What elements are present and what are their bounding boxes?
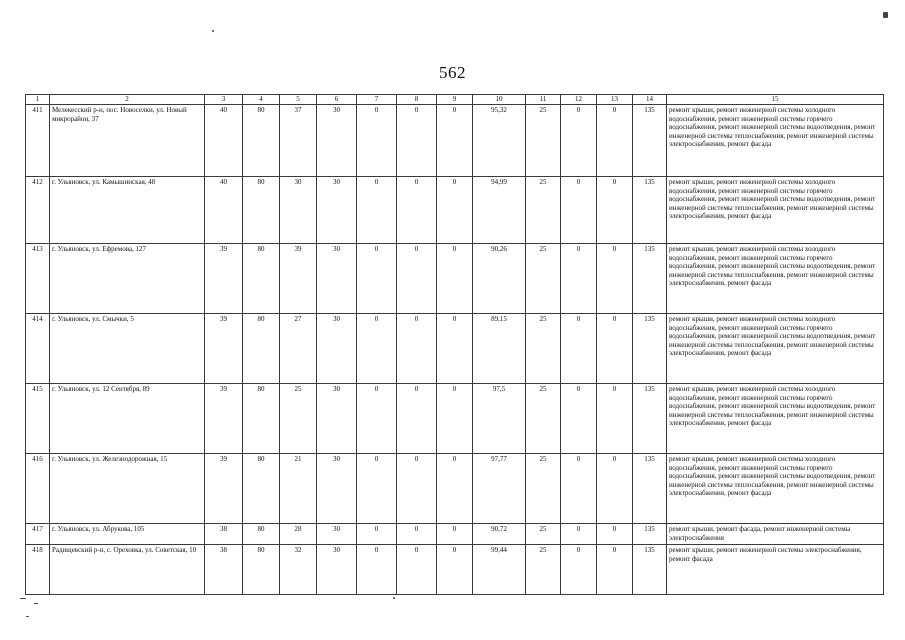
- value-cell: 39: [205, 314, 243, 384]
- value-cell: 0: [357, 105, 397, 177]
- works-cell: ремонт крыши, ремонт инженерной системы электроснабжения, ремонт фасада: [667, 545, 884, 595]
- value-cell: 80: [243, 244, 280, 314]
- works-cell: ремонт крыши, ремонт инженерной системы холодного водоснабжения, ремонт инженерной системы горячего водоснабжения, ремонт инженерной системы водоотведения, ремонт инженерной системы теплоснабжения, ремонт инженерной системы электроснабжения, ремонт фасада: [667, 105, 884, 177]
- column-header: 9: [437, 95, 473, 105]
- value-cell: 135: [633, 545, 667, 595]
- value-cell: 80: [243, 454, 280, 524]
- value-cell: 0: [437, 244, 473, 314]
- value-cell: 0: [397, 545, 437, 595]
- value-cell: 0: [397, 314, 437, 384]
- value-cell: 30: [317, 545, 357, 595]
- value-cell: 0: [357, 244, 397, 314]
- row-number: 416: [26, 454, 50, 524]
- value-cell: 0: [437, 454, 473, 524]
- page-number: 562: [439, 63, 466, 82]
- column-header: 4: [243, 95, 280, 105]
- value-cell: 0: [397, 384, 437, 454]
- value-cell: 135: [633, 384, 667, 454]
- value-cell: 97,77: [473, 454, 526, 524]
- value-cell: 0: [597, 454, 633, 524]
- row-number: 412: [26, 177, 50, 244]
- register-table: [25, 94, 884, 595]
- value-cell: 30: [280, 177, 317, 244]
- value-cell: 99,44: [473, 545, 526, 595]
- value-cell: 0: [561, 384, 597, 454]
- value-cell: 0: [437, 105, 473, 177]
- scan-speck: [20, 598, 26, 599]
- value-cell: 27: [280, 314, 317, 384]
- value-cell: 30: [317, 384, 357, 454]
- value-cell: 0: [357, 524, 397, 545]
- value-cell: 0: [357, 177, 397, 244]
- value-cell: 0: [597, 177, 633, 244]
- value-cell: 0: [597, 384, 633, 454]
- works-cell: ремонт крыши, ремонт фасада, ремонт инженерной системы электроснабжения: [667, 524, 884, 545]
- table-row: [26, 314, 884, 384]
- row-number: 417: [26, 524, 50, 545]
- value-cell: 0: [357, 314, 397, 384]
- scan-speck: [393, 597, 395, 599]
- row-number: 414: [26, 314, 50, 384]
- value-cell: 0: [561, 314, 597, 384]
- works-cell: ремонт крыши, ремонт инженерной системы холодного водоснабжения, ремонт инженерной системы горячего водоснабжения, ремонт инженерной системы водоотведения, ремонт инженерной системы теплоснабжения, ремонт инженерной системы электроснабжения, ремонт фасада: [667, 454, 884, 524]
- address-cell: г. Ульяновск, ул. 12 Сентября, 89: [50, 384, 205, 454]
- value-cell: 25: [526, 545, 561, 595]
- value-cell: 95,32: [473, 105, 526, 177]
- value-cell: 0: [437, 524, 473, 545]
- value-cell: 25: [280, 384, 317, 454]
- value-cell: 0: [561, 244, 597, 314]
- table-row: [26, 524, 884, 545]
- column-header: 6: [317, 95, 357, 105]
- table-row: [26, 105, 884, 177]
- value-cell: 39: [205, 244, 243, 314]
- table-row: [26, 545, 884, 595]
- column-header: 15: [667, 95, 884, 105]
- value-cell: 0: [561, 177, 597, 244]
- value-cell: 80: [243, 384, 280, 454]
- scan-speck: [34, 603, 38, 604]
- value-cell: 90,26: [473, 244, 526, 314]
- value-cell: 25: [526, 314, 561, 384]
- value-cell: 40: [205, 105, 243, 177]
- value-cell: 0: [597, 105, 633, 177]
- value-cell: 30: [317, 314, 357, 384]
- value-cell: 25: [526, 524, 561, 545]
- value-cell: 80: [243, 524, 280, 545]
- column-header: 8: [397, 95, 437, 105]
- address-cell: г. Ульяновск, ул. Абрукова, 105: [50, 524, 205, 545]
- address-cell: г. Ульяновск, ул. Ефремова, 127: [50, 244, 205, 314]
- value-cell: 25: [526, 177, 561, 244]
- value-cell: 25: [526, 384, 561, 454]
- works-cell: ремонт крыши, ремонт инженерной системы холодного водоснабжения, ремонт инженерной системы горячего водоснабжения, ремонт инженерной системы водоотведения, ремонт инженерной системы теплоснабжения, ремонт инженерной системы электроснабжения, ремонт фасада: [667, 244, 884, 314]
- value-cell: 80: [243, 545, 280, 595]
- value-cell: 97,5: [473, 384, 526, 454]
- value-cell: 0: [397, 244, 437, 314]
- address-cell: Мелекесский р-н, пос. Новоселки, ул. Новый микрорайон, 37: [50, 105, 205, 177]
- value-cell: 0: [561, 524, 597, 545]
- value-cell: 0: [397, 105, 437, 177]
- value-cell: 0: [561, 454, 597, 524]
- value-cell: 135: [633, 244, 667, 314]
- column-header: 12: [561, 95, 597, 105]
- value-cell: 39: [205, 384, 243, 454]
- table-row: [26, 177, 884, 244]
- column-header: 2: [50, 95, 205, 105]
- value-cell: 0: [437, 545, 473, 595]
- value-cell: 0: [357, 384, 397, 454]
- value-cell: 0: [397, 454, 437, 524]
- value-cell: 39: [280, 244, 317, 314]
- value-cell: 25: [526, 105, 561, 177]
- value-cell: 0: [397, 177, 437, 244]
- value-cell: 30: [317, 177, 357, 244]
- scan-speck: [212, 30, 214, 32]
- value-cell: 0: [357, 454, 397, 524]
- value-cell: 0: [437, 177, 473, 244]
- value-cell: 0: [597, 244, 633, 314]
- value-cell: 39: [205, 454, 243, 524]
- row-number: 415: [26, 384, 50, 454]
- value-cell: 0: [561, 545, 597, 595]
- row-number: 411: [26, 105, 50, 177]
- table-row: [26, 244, 884, 314]
- value-cell: 32: [280, 545, 317, 595]
- value-cell: 0: [397, 524, 437, 545]
- table-row: [26, 384, 884, 454]
- scan-speck: [26, 616, 29, 617]
- value-cell: 0: [597, 314, 633, 384]
- works-cell: ремонт крыши, ремонт инженерной системы холодного водоснабжения, ремонт инженерной системы горячего водоснабжения, ремонт инженерной системы водоотведения, ремонт инженерной системы теплоснабжения, ремонт инженерной системы электроснабжения, ремонт фасада: [667, 314, 884, 384]
- column-header: 14: [633, 95, 667, 105]
- value-cell: 0: [437, 314, 473, 384]
- column-header: 3: [205, 95, 243, 105]
- value-cell: 135: [633, 105, 667, 177]
- value-cell: 0: [357, 545, 397, 595]
- works-cell: ремонт крыши, ремонт инженерной системы холодного водоснабжения, ремонт инженерной системы горячего водоснабжения, ремонт инженерной системы водоотведения, ремонт инженерной системы теплоснабжения, ремонт инженерной системы электроснабжения, ремонт фасада: [667, 384, 884, 454]
- value-cell: 80: [243, 177, 280, 244]
- value-cell: 135: [633, 524, 667, 545]
- value-cell: 94,99: [473, 177, 526, 244]
- value-cell: 135: [633, 177, 667, 244]
- value-cell: 25: [526, 244, 561, 314]
- column-header: 5: [280, 95, 317, 105]
- value-cell: 40: [205, 177, 243, 244]
- value-cell: 37: [280, 105, 317, 177]
- column-header: 13: [597, 95, 633, 105]
- value-cell: 21: [280, 454, 317, 524]
- value-cell: 30: [317, 244, 357, 314]
- address-cell: г. Ульяновск, ул. Камышинская, 48: [50, 177, 205, 244]
- scan-speck: [883, 12, 888, 18]
- value-cell: 28: [280, 524, 317, 545]
- value-cell: 30: [317, 105, 357, 177]
- address-cell: г. Ульяновск, ул. Железнодорожная, 15: [50, 454, 205, 524]
- value-cell: 30: [317, 454, 357, 524]
- row-number: 418: [26, 545, 50, 595]
- column-header: 10: [473, 95, 526, 105]
- row-number: 413: [26, 244, 50, 314]
- value-cell: 30: [317, 524, 357, 545]
- column-header: 1: [26, 95, 50, 105]
- works-cell: ремонт крыши, ремонт инженерной системы холодного водоснабжения, ремонт инженерной системы горячего водоснабжения, ремонт инженерной системы водоотведения, ремонт инженерной системы теплоснабжения, ремонт инженерной системы электроснабжения, ремонт фасада: [667, 177, 884, 244]
- value-cell: 0: [561, 105, 597, 177]
- address-cell: Радищевский р-н, с. Ореховка, ул. Советская, 10: [50, 545, 205, 595]
- table-row: [26, 454, 884, 524]
- value-cell: 38: [205, 545, 243, 595]
- value-cell: 80: [243, 314, 280, 384]
- value-cell: 0: [597, 524, 633, 545]
- value-cell: 89,15: [473, 314, 526, 384]
- column-header: 11: [526, 95, 561, 105]
- column-header: 7: [357, 95, 397, 105]
- value-cell: 135: [633, 454, 667, 524]
- address-cell: г. Ульяновск, ул. Смычки, 5: [50, 314, 205, 384]
- value-cell: 90,72: [473, 524, 526, 545]
- value-cell: 38: [205, 524, 243, 545]
- value-cell: 25: [526, 454, 561, 524]
- value-cell: 80: [243, 105, 280, 177]
- header-row: [26, 95, 884, 105]
- value-cell: 0: [437, 384, 473, 454]
- value-cell: 0: [597, 545, 633, 595]
- value-cell: 135: [633, 314, 667, 384]
